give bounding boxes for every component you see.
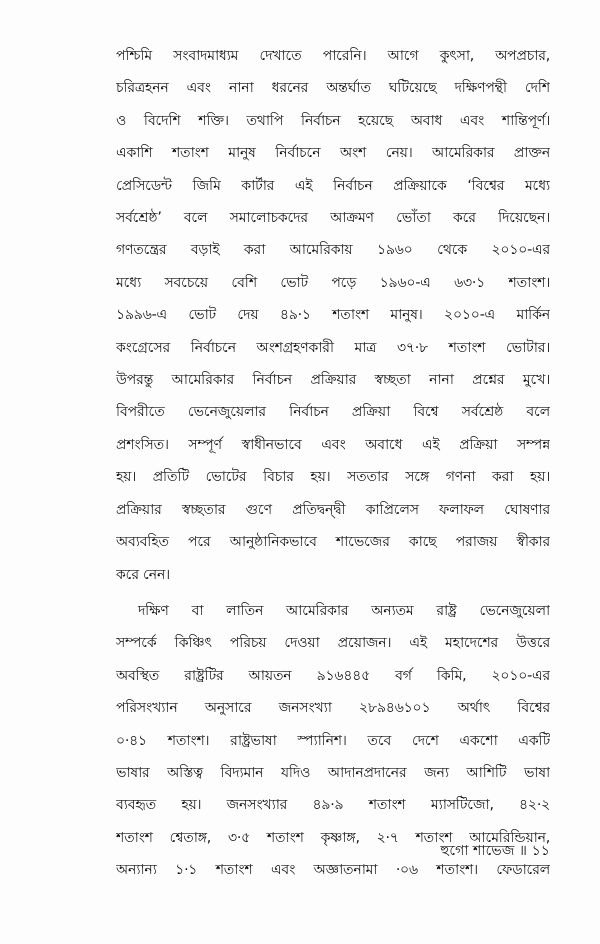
text-line: অবস্থিত রাষ্ট্রটির আয়তন ৯১৬৪৪৫ বর্গ কিমি, ২০১০-এর	[116, 667, 550, 684]
paragraph-1	[116, 40, 550, 591]
text-line: সর্বশ্রেষ্ঠ’ বলে সমালোচকদের আক্রমণ ভোঁতা করে দিয়েছেন।	[116, 210, 550, 227]
text-line: হয়। প্রতিটি ভোটের বিচার হয়। সততার সঙ্গে গণনা করা হয়।	[116, 469, 550, 486]
text-line: অব্যবহিত পরে আনুষ্ঠানিকভাবে শাভেজের কাছে পরাজয় স্বীকার	[116, 534, 550, 551]
text-line: গণতন্ত্রের বড়াই করা আমেরিকায় ১৯৬০ থেকে ২০১০-এর	[116, 242, 550, 259]
text-line: অন্যান্য ১·১ শতাংশ এবং অজ্ঞাতনামা ·০৬ শতাংশ। ফেডারেল	[116, 862, 550, 879]
text-line: চরিত্রহনন এবং নানা ধরনের অন্তর্ঘাত ঘটিয়েছে দক্ষিণপন্থী দেশি	[116, 80, 550, 97]
text-line: উপরন্তু আমেরিকার নির্বাচন প্রক্রিয়ার স্বচ্ছতা নানা প্রশ্নের মুখে।	[116, 372, 550, 389]
text-line: প্রেসিডেন্ট জিমি কার্টার এই নির্বাচন প্রক্রিয়াকে ‘বিশ্বের মধ্যে	[116, 177, 550, 194]
text-line: ০·৪১ শতাংশ। রাষ্ট্রভাষা স্প্যানিশ। তবে দেশে একশো একটি	[116, 732, 550, 749]
text-line: প্রশংসিত। সম্পূর্ণ স্বাধীনভাবে এবং অবাধে এই প্রক্রিয়া সম্পন্ন	[116, 436, 550, 453]
text-line: দক্ষিণ বা লাতিন আমেরিকার অন্যতম রাষ্ট্র ভেনেজুয়েলা	[138, 602, 550, 619]
text-line: ১৯৯৬-এ ভোট দেয় ৪৯·১ শতাংশ মানুষ। ২০১০-এ মার্কিন	[116, 307, 550, 324]
text-line: কংগ্রেসের নির্বাচনে অংশগ্রহণকারী মাত্র ৩৭·৮ শতাংশ ভোটার।	[116, 339, 550, 356]
text-line: ভাষার অস্তিত্ব বিদ্যমান যদিও আদানপ্রদানের জন্য আশিটি ভাষা	[116, 764, 550, 781]
text-line: একাশি শতাংশ মানুষ নির্বাচনে অংশ নেয়। আমেরিকার প্রাক্তন	[116, 145, 550, 162]
text-line: শতাংশ শ্বেতাঙ্গ, ৩·৫ শতাংশ কৃষ্ণাঙ্গ, ২·৭ শতাংশ আমেরিন্ডিয়ান,	[116, 829, 550, 846]
text-line: মধ্যে সবচেয়ে বেশি ভোট পড়ে ১৯৬০-এ ৬৩·১ শতাংশ।	[116, 274, 550, 291]
text-line: করে নেন।	[116, 566, 170, 583]
text-line: সম্পর্কে কিঞ্চিৎ পরিচয় দেওয়া প্রয়োজন। এই মহাদেশের উত্তরে	[116, 635, 550, 652]
text-line: প্রক্রিয়ার স্বচ্ছতার গুণে প্রতিদ্বন্দ্বী কাপ্রিলেস ফলাফল ঘোষণার	[116, 501, 550, 518]
text-line: বিপরীতে ভেনেজুয়েলার নির্বাচন প্রক্রিয়া বিশ্বে সর্বশ্রেষ্ঠ বলে	[116, 404, 550, 421]
text-line: পশ্চিমি সংবাদমাধ্যম দেখাতে পারেনি। আগে কুৎসা, অপপ্রচার,	[116, 48, 550, 64]
text-line: ও বিদেশি শক্তি। তথাপি নির্বাচন হয়েছে অবাধ এবং শান্তিপূর্ণ।	[116, 112, 550, 129]
running-footer: হুগো শাভেজ ॥ ১১	[440, 843, 550, 859]
text-line: পরিসংখ্যান অনুসারে জনসংখ্যা ২৮৯৪৬১০১ অর্থাৎ বিশ্বের	[116, 700, 550, 717]
body-text	[116, 40, 550, 887]
text-line: ব্যবহৃত হয়। জনসংখ্যার ৪৯·৯ শতাংশ ম্যাসটিজো, ৪২·২	[116, 797, 550, 814]
